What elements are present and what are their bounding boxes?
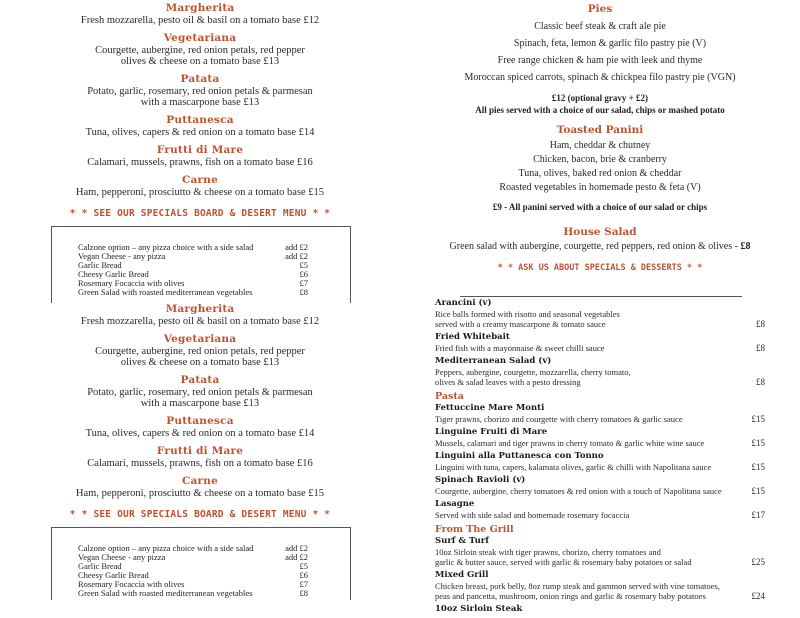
pizza-menu-top [0, 2, 400, 219]
extras-row [78, 589, 308, 598]
panini-title: Toasted Panini [556, 124, 644, 136]
extras-price: £7 [299, 278, 308, 288]
item-name: Mediterranean Salad (v) [435, 356, 552, 366]
pizza-name: Puttanesca [166, 415, 234, 427]
item-desc: Peppers, aubergine, courgette, mozzarella, cherry tomato, [435, 367, 631, 377]
pie-item: Free range chicken & ham pie with leek and thyme [497, 55, 703, 66]
extras-price: £6 [299, 269, 308, 279]
ask-specials-note: * * ASK US ABOUT SPECIALS & DESSERTS * * [497, 263, 703, 273]
pizza-item [0, 374, 400, 409]
pizza-item [0, 333, 400, 368]
pizza-desc: Tuna, olives, capers & red onion on a tomato base £14 [85, 127, 315, 138]
extras-label: Garlic Bread [78, 561, 122, 571]
pizza-name: Puttanesca [166, 114, 234, 126]
extras-price: £8 [299, 287, 308, 297]
extras-label: Calzone option – any pizza choice with a side salad [78, 242, 254, 252]
house-salad-desc [400, 241, 800, 253]
pizza-desc: Potato, garlic, rosemary, red onion petals & parmesan [87, 387, 313, 398]
extras-label: Vegan Cheese - any pizza [78, 552, 166, 562]
extras-list [78, 243, 308, 297]
item-name: Fried Whitebait [435, 332, 510, 342]
pizza-item [0, 475, 400, 499]
item-desc: Served with side salad and homemade rosemary focaccia [435, 510, 630, 520]
pizza-name: Margherita [165, 2, 235, 14]
pizza-name: Margherita [165, 303, 235, 315]
extras-box-bottom [51, 527, 351, 600]
pizza-desc: Fresh mozzarella, pesto oil & basil on a tomato base £12 [80, 15, 320, 26]
pizza-desc: Tuna, olives, capers & red onion on a tomato base £14 [85, 428, 315, 439]
extras-label: Green Salad with roasted mediterranean vegetables [78, 287, 253, 297]
pizza-desc: Ham, pepperoni, prosciutto & cheese on a tomato base £15 [75, 187, 325, 198]
pizza-name: Carne [181, 475, 218, 487]
extras-list [78, 544, 308, 598]
pizza-name: Patata [180, 374, 220, 386]
item-price: £15 [751, 486, 765, 496]
pizza-desc: Courgette, aubergine, red onion petals, red pepper [95, 346, 305, 357]
pizza-item [0, 32, 400, 67]
pizza-menu-bottom [0, 303, 400, 520]
item-price: £8 [756, 319, 765, 329]
menu-item [435, 332, 765, 353]
extras-label: Vegan Cheese - any pizza [78, 251, 166, 261]
extras-price: add £2 [285, 552, 308, 562]
pizza-desc: Courgette, aubergine, red onion petals, red pepper [95, 45, 305, 56]
extras-label: Rosemary Focaccia with olives [78, 579, 185, 589]
pizza-name: Vegetariana [163, 32, 237, 44]
pizza-name: Vegetariana [163, 333, 237, 345]
menu-item [435, 570, 765, 601]
item-name: 10oz Sirloin Steak [435, 604, 523, 614]
extras-label: Cheesy Garlic Bread [78, 269, 149, 279]
item-desc: Tiger prawns, chorizo and courgette with cherry tomatoes & garlic sauce [435, 414, 683, 424]
extras-price: add £2 [285, 543, 308, 553]
menu-item [435, 499, 765, 520]
pies-served: All pies served with a choice of our salad, chips or mashed potato [475, 105, 725, 115]
item-desc: garlic & butter sauce, served with garlic & rosemary baby potatoes or salad [435, 557, 692, 567]
pizza-desc: Calamari, mussels, prawns, fish on a tomato base £16 [87, 458, 313, 469]
extras-box-top [51, 226, 351, 303]
menu-item [435, 536, 765, 567]
pie-item: Spinach, feta, lemon & garlic filo pastry pie (V) [513, 38, 707, 49]
pizza-desc: Ham, pepperoni, prosciutto & cheese on a tomato base £15 [75, 488, 325, 499]
mains-divider [460, 296, 742, 297]
panini-item: Chicken, bacon, brie & cranberry [533, 154, 667, 165]
item-price: £8 [756, 343, 765, 353]
pizza-desc: with a mascarpone base £13 [140, 97, 260, 108]
item-desc: served with a creamy mascarpone & tomato sauce [435, 319, 606, 329]
extras-label: Garlic Bread [78, 260, 122, 270]
item-name: Linguine Fruiti di Mare [435, 427, 548, 437]
item-desc: peas and pancetta, mushroom, onion rings and garlic & rosemary baby potatoes [435, 591, 706, 601]
pie-item: Classic beef steak & craft ale pie [534, 21, 666, 32]
pizza-name: Frutti di Mare [156, 445, 244, 457]
house-salad-section [400, 226, 800, 273]
extras-label: Green Salad with roasted mediterranean vegetables [78, 588, 253, 598]
pizza-name: Frutti di Mare [156, 144, 244, 156]
menu-item [435, 427, 765, 448]
pies-price: £12 (optional gravy + £2) [551, 93, 649, 103]
extras-label: Cheesy Garlic Bread [78, 570, 149, 580]
extras-label: Calzone option – any pizza choice with a side salad [78, 543, 254, 553]
menu-item [435, 298, 765, 329]
item-name: Spinach Ravioli (v) [435, 475, 526, 485]
pizza-desc: Calamari, mussels, prawns, fish on a tomato base £16 [87, 157, 313, 168]
house-salad-text: Green salad with aubergine, courgette, red peppers, red onion & olives - [449, 241, 741, 252]
item-desc: Courgette, aubergine, cherry tomatoes & red onion with a touch of Napolitana sauce [435, 486, 722, 496]
item-desc: olives & salad leaves with a pesto dressing [435, 377, 581, 387]
pies-section [400, 3, 800, 116]
panini-served: £9 - All panini served with a choice of our salad or chips [492, 202, 708, 212]
extras-price: £7 [299, 579, 308, 589]
item-name: Linguini alla Puttanesca con Tonno [435, 451, 604, 461]
menu-item [435, 451, 765, 472]
item-desc: Chicken breast, pork belly, 8oz rump steak and gammon served with vine tomatoes, [435, 581, 720, 591]
item-desc: Rice balls formed with risotto and seasonal vegetables [435, 309, 620, 319]
specials-note: * * SEE OUR SPECIALS BOARD & DESERT MENU * * [69, 509, 331, 520]
panini-item: Roasted vegetables in homemade pesto & feta (V) [499, 182, 701, 193]
pizza-item [0, 2, 400, 26]
menu-item [435, 403, 765, 424]
house-salad-title: House Salad [563, 226, 637, 238]
extras-price: £5 [299, 561, 308, 571]
panini-item: Tuna, olives, baked red onion & cheddar [518, 168, 682, 179]
pizza-desc: olives & cheese on a tomato base £13 [120, 56, 280, 67]
item-name: Mixed Grill [435, 570, 489, 580]
item-desc: Linguini with tuna, capers, kalamata olives, garlic & chilli with Napolitana sauce [435, 462, 712, 472]
specials-note: * * SEE OUR SPECIALS BOARD & DESERT MENU * * [69, 208, 331, 219]
pizza-desc: with a mascarpone base £13 [140, 398, 260, 409]
item-price: £15 [751, 462, 765, 472]
item-name: Fettuccine Mare Monti [435, 403, 545, 413]
item-desc: Mussels, calamari and tiger prawns in cherry tomato & garlic white wine sauce [435, 438, 705, 448]
item-price: £8 [756, 377, 765, 387]
menu-item [435, 604, 765, 615]
pies-title: Pies [587, 3, 613, 15]
extras-price: £6 [299, 570, 308, 580]
item-name: Surf & Turf [435, 536, 489, 546]
item-price: £25 [751, 557, 765, 567]
pizza-desc: Fresh mozzarella, pesto oil & basil on a tomato base £12 [80, 316, 320, 327]
item-name: Lasagne [435, 499, 475, 509]
item-price: £15 [751, 438, 765, 448]
grill-heading: From The Grill [435, 524, 514, 535]
pizza-item [0, 73, 400, 108]
pasta-heading: Pasta [435, 391, 464, 402]
house-salad-price: £8 [740, 241, 751, 252]
pizza-item [0, 303, 400, 327]
pizza-desc: olives & cheese on a tomato base £13 [120, 357, 280, 368]
panini-item: Ham, cheddar & chutney [549, 140, 651, 151]
pizza-item [0, 144, 400, 168]
pie-item: Moroccan spiced carrots, spinach & chickpea filo pastry pie (VGN) [464, 72, 736, 83]
item-price: £17 [751, 510, 765, 520]
item-desc: 10oz Sirloin steak with tiger prawns, chorizo, cherry tomatoes and [435, 547, 661, 557]
mains-menu [435, 298, 765, 618]
menu-item [435, 356, 765, 387]
extras-row [78, 288, 308, 297]
pizza-item [0, 415, 400, 439]
pizza-item [0, 114, 400, 138]
menu-item [435, 475, 765, 496]
extras-price: £5 [299, 260, 308, 270]
pizza-name: Carne [181, 174, 218, 186]
pizza-desc: Potato, garlic, rosemary, red onion petals & parmesan [87, 86, 313, 97]
item-price: £15 [751, 414, 765, 424]
panini-section [400, 124, 800, 213]
pizza-item [0, 445, 400, 469]
extras-label: Rosemary Focaccia with olives [78, 278, 185, 288]
extras-price: add £2 [285, 242, 308, 252]
pizza-name: Patata [180, 73, 220, 85]
extras-price: add £2 [285, 251, 308, 261]
item-name: Arancini (v) [435, 298, 492, 308]
item-price: £24 [751, 591, 765, 601]
extras-price: £8 [299, 588, 308, 598]
item-desc: Fried fish with a mayonnaise & sweet chilli sauce [435, 343, 605, 353]
pizza-item [0, 174, 400, 198]
